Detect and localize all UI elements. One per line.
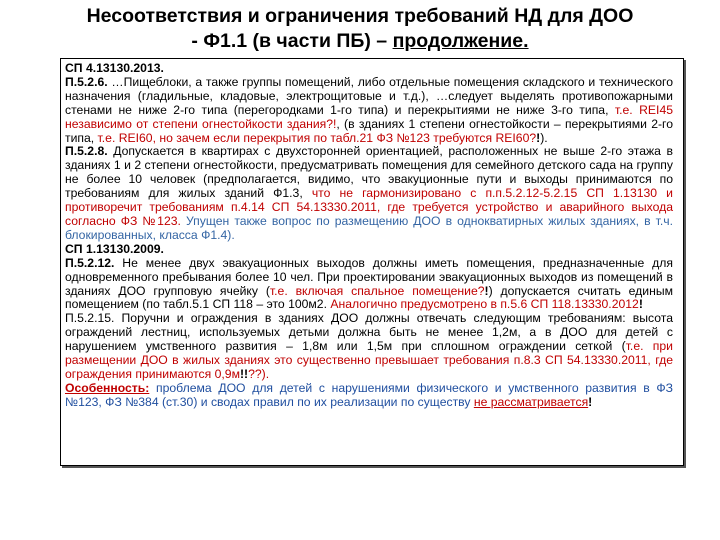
text-segment: !: [638, 297, 643, 312]
paragraph: [65, 145, 673, 242]
title-line-2-prefix: - Ф1.1 (в части ПБ) –: [191, 30, 393, 52]
text-segment: ??).: [248, 366, 270, 381]
text-segment: …Пищеблоки, а также группы помещений, либо отдельные помещения складского и технического назначения (гладильные, кладовые, электрощитовые и т.д.), …следует выделять противопожарными стенами не ниже 2-го типа (перегородками 1-го типа) и перекрытиями не ниже 3-го типа,: [65, 74, 673, 117]
text-segment: !: [588, 394, 593, 409]
text-segment: Упущен также вопрос по размещению ДОО в однокватирных жилых зданиях, в т.ч. блокированных, класса Ф1.4).: [65, 213, 673, 242]
paragraph: [65, 312, 673, 382]
text-segment: т.е. REI60, но зачем если перекрытия по табл.21 ФЗ №123 требуются REI60?: [97, 130, 537, 145]
paragraph: [65, 62, 673, 76]
text-segment: что не гармонизировано с п.п.5.2.12-5.2.15 СП 1.13130 и противоречит требованиям п.4.14 СП 54.13330.2011, где требуется устройство и аварийного выхода согласно ФЗ №123.: [65, 186, 673, 228]
text-segment: т.е. REI45 независимо от степени огнестойкости здания?!: [65, 102, 673, 131]
text-segment: СП 1.13130.2009.: [65, 241, 164, 256]
body-text: [65, 62, 673, 410]
title-line-2-continuation: продолжение.: [392, 30, 529, 52]
text-segment: П.5.2.6.: [65, 74, 108, 89]
text-segment: не рассматривается: [473, 394, 589, 409]
text-segment: СП 4.13130.2013.: [65, 61, 164, 75]
title-line-2: [40, 29, 680, 54]
text-segment: т.е. при размещении ДОО в жилых зданиях это существенно превышает требования п.8.3 СП 54.13330.2011, где ограждения принимаются 0,9м: [65, 339, 673, 381]
text-segment: П.5.2.8.: [65, 144, 108, 159]
title-line-1: Несоответствия и ограничения требований НД для ДОО: [86, 5, 634, 27]
text-segment: т.е. включая спальное помещение?: [269, 283, 485, 298]
text-segment: П.5.2.15. Поручни и ограждения в зданиях ДОО должны отвечать следующим требованиям: высота ограждений лестниц, используемых детьми должна быть не менее 1,2м, а в ДОО для детей с нарушением умственного развития – 1,8м или 1,5м при сплошном ограждении сеткой (: [65, 311, 673, 354]
text-segment: Аналогично предусмотрено в п.5.6 СП 118.13330.2012: [330, 297, 639, 312]
text-segment: !!: [239, 366, 249, 381]
text-segment: Допускается в квартирах с двухсторонней ориентацией, расположенных не выше 2-го этажа в зданиях 1 и 2 степени огнестойкости, предусматривать помещения для семейного детского сада на группу не более 10 человек (предполагается, видимо, что эвакуционные пути и выходы принимаются по требованиям для жилых зданий Ф1.3,: [65, 144, 673, 201]
text-segment: !: [536, 130, 541, 145]
paragraph: [65, 382, 673, 410]
text-segment: Особенность:: [65, 380, 150, 395]
text-segment: проблема ДОО для детей с нарушениями физического и умственного развития в ФЗ №123, ФЗ №384 (ст.30) и сводах правил по их реализации по существу: [65, 380, 673, 409]
page-title: [40, 4, 680, 54]
text-segment: П.5.2.12.: [65, 255, 115, 270]
paragraph: [65, 76, 673, 146]
paragraph: [65, 243, 673, 257]
text-segment: !: [484, 283, 489, 298]
text-segment: ).: [540, 130, 548, 145]
paragraph: [65, 257, 673, 313]
text-segment: Не менее двух эвакуационных выходов должны иметь помещения, предназначенные для одновременного пребывания более 10 чел. При проектировании эвакуационных выходов из помещений в зданиях ДОО групповую ячейку (: [65, 255, 673, 298]
text-segment: ) допускается считать единым помещением (по табл.5.1 СП 118 – это 100м2.: [65, 283, 673, 312]
text-segment: , (в зданиях 1 степени огнестойкости – перекрытиями 2-го типа,: [65, 116, 673, 145]
